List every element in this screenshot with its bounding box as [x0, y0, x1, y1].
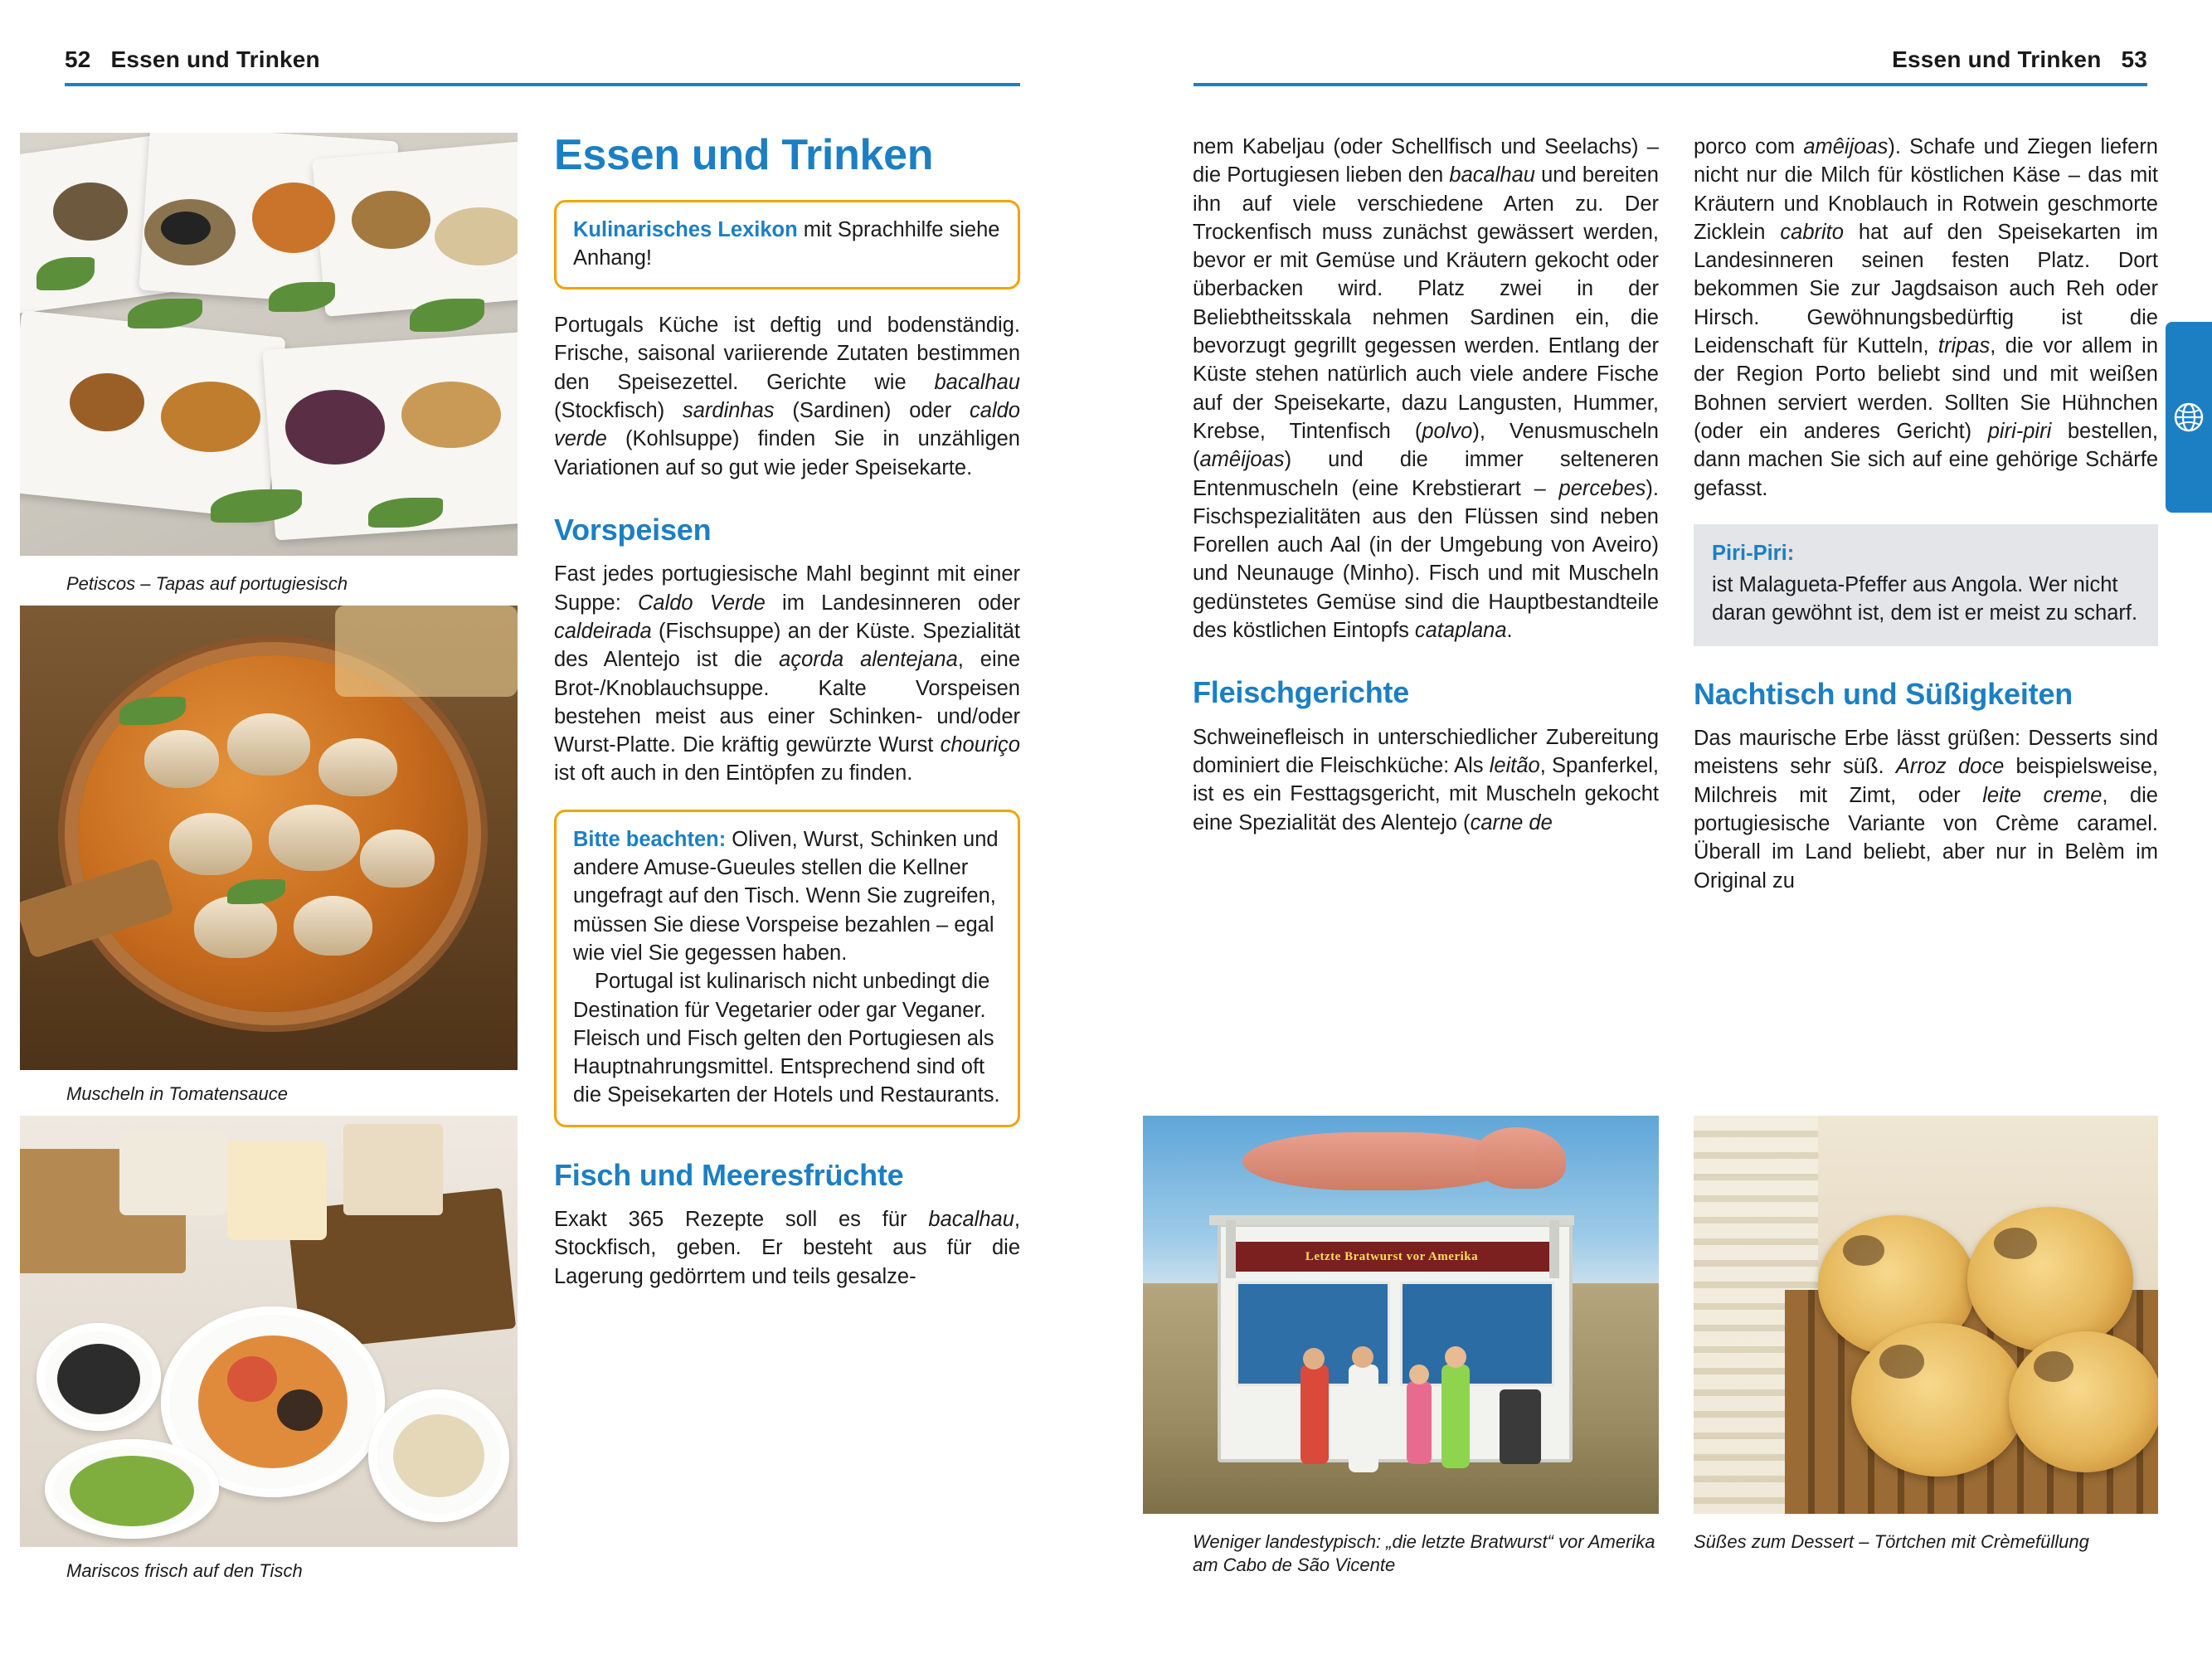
graybox-piri-piri: [1694, 524, 2158, 646]
heading-fisch: Fisch und Meeresfrüchte: [554, 1157, 904, 1192]
callout-beachten-p2: Portugal ist kulinarisch nicht unbedingt die Destination für Vegetarier oder gar Veganer. Fleisch und Fisch gelten den Portugiesen als Hauptnahrungsmittel. Entsprechend sind oft die Speisekarten der Hotels und Restaurants.: [573, 970, 1000, 1107]
photo-caption-bratwurst: Weniger landestypisch: „die letzte Bratwurst“ vor Amerika am Cabo de São Vicente: [1193, 1531, 1655, 1575]
column-text-2: [1193, 133, 1659, 837]
callout-beachten-p1: Oliven, Wurst, Schinken und andere Amuse-Gueules stellen die Kellner ungefragt auf den Tisch. Wenn Sie zugreifen, müssen Sie diese Vorspeise bezahlen – egal wie viel Sie gegessen haben.: [573, 827, 999, 965]
fleisch-paragraph-col4: porco com amêijoas). Schafe und Ziegen liefern nicht nur die Milch für köstlichen Käse – das mit Kräutern und Knoblauch in Rotwein geschmorte Zicklein cabrito hat auf den Speisekarten im Landesinneren seinen festen Platz. Dort bekommen Sie zur Jagdsaison auch Reh oder Hirsch. Gewöhnungsbedürftig ist die Leidenschaft für Kutteln, tripas, die vor allem in der Region Porto beliebt sind und mit weißen Bohnen serviert werden. Sollten Sie Hühnchen (oder ein anderes Gericht) piri-piri bestellen, dann machen Sie sich auf eine gehörige Schärfe gefasst.: [1694, 135, 2158, 500]
article-title: Essen und Trinken: [554, 131, 934, 179]
callout-bitte-beachten: [554, 810, 1020, 1127]
globe-icon: [2172, 401, 2205, 434]
photo-muscheln: [20, 606, 518, 1070]
fisch-paragraph-col3: nem Kabeljau (oder Schellfisch und Seelachs) – die Portugiesen lieben den bacalhau und bereiten ihn auf viele verschiedene Arten zu. Der Trockenfisch muss zunächst gewässert werden, bevor er mit Gemüse und Kräutern gekocht oder überbacken wird. Platz zwei in der Beliebtheitsskala nehmen Sardinen ein, die bevorzugt gegrillt gegessen werden. Entlang der Küste stehen natürlich auch viele andere Fische auf der Speisekarte, dazu Langusten, Hummer, Krebse, Tintenfisch (polvo), Venusmuscheln (amêijoas) und die immer selteneren Entenmuscheln (eine Krebstierart – percebes). Fischspezialitäten aus den Flüssen sind neben Forellen auch Aal (in der Umgebung von Aveiro) und Neunauge (Minho). Fisch und mit Muscheln gedünstetes Gemüse sind die Hauptbestandteile des köstlichen Eintopfs cataplana.: [1193, 135, 1659, 643]
callout-beachten-lead: Bitte beachten:: [573, 827, 727, 851]
callout-body: mit Sprachhilfe siehe Anhang!: [573, 217, 1000, 270]
photo-caption-muscheln: Muscheln in Tomatensauce: [66, 1083, 289, 1104]
callout-kulinarisches-lexikon: [554, 200, 1020, 290]
vorspeisen-paragraph: Fast jedes portugiesische Mahl beginnt mit einer Suppe: Caldo Verde im Landesinneren oder caldeirada (Fischsuppe) an der Küste. Spezialität des Alentejo ist die açorda alentejana, eine Brot-/Knoblauchsuppe. Kalte Vorspeisen bestehen meist aus einer Schinken- und/oder Wurst-Platte. Die kräftig gewürzte Wurst chouriço ist oft auch in den Eintöpfen zu finden.: [554, 562, 1021, 786]
photo-pasteis: [1694, 1116, 2158, 1514]
nachtisch-paragraph: Das maurische Erbe lässt grüßen: Desserts sind meistens sehr süß. Arroz doce beispielsweise, Milchreis mit Zimt, oder leite creme, die portugiesische Variante von Crème caramel. Überall im Land beliebt, aber nur in Belèm im Original zu: [1694, 727, 2159, 893]
photo-caption-mariscos: Mariscos frisch auf den Tisch: [66, 1560, 303, 1581]
fisch-paragraph-col2: Exakt 365 Rezepte soll es für bacalhau, Stockfisch, geben. Er besteht aus für die Lagerung gedörrtem und teils gesalze-: [554, 1208, 1020, 1288]
running-head-left: [65, 46, 320, 73]
photo-bratwurst-truck: [1143, 1116, 1659, 1514]
page-number-right: 53: [2121, 46, 2147, 72]
running-head-left-label: Essen und Trinken: [110, 46, 320, 72]
graybox-lead: Piri-Piri:: [1712, 541, 1795, 565]
photo-petiscos: [20, 133, 518, 556]
photo-mariscos: [20, 1116, 518, 1547]
section-tab[interactable]: [2166, 322, 2212, 513]
heading-fleischgerichte: Fleischgerichte: [1193, 675, 1410, 710]
header-rule-right: [1194, 83, 2147, 86]
photo-caption-petiscos: Petiscos – Tapas auf portugiesisch: [66, 573, 348, 594]
heading-vorspeisen: Vorspeisen: [554, 512, 712, 547]
page-number-left: 52: [65, 46, 91, 72]
column-text-3: [1694, 133, 2158, 895]
intro-paragraph: Portugals Küche ist deftig und bodenständig. Frische, saisonal variierende Zutaten bestimmen den Speisezettel. Gerichte wie bacalhau (Stockfisch) sardinhas (Sardinen) oder caldo verde (Kohlsuppe) finden Sie in unzähligen Variationen auf so gut wie jeder Speisekarte.: [554, 314, 1020, 479]
heading-nachtisch: Nachtisch und Süßigkeiten: [1694, 676, 2073, 711]
header-rule-left: [65, 83, 1020, 86]
fleisch-paragraph-col3: Schweinefleisch in unterschiedlicher Zubereitung dominiert die Fleischküche: Als leitão, Spanferkel, ist es ein Festtagsgericht, mit Muscheln gekocht eine Spezialität des Alentejo (carne de: [1193, 725, 1659, 834]
running-head-right: [1892, 46, 2147, 73]
photo-caption-pasteis: Süßes zum Dessert – Törtchen mit Crèmefüllung: [1694, 1531, 2089, 1552]
column-text-1: [554, 133, 1020, 1291]
callout-lead: Kulinarisches Lexikon: [573, 217, 798, 241]
graybox-body: ist Malagueta-Pfeffer aus Angola. Wer nicht daran gewöhnt ist, dem ist er meist zu scharf.: [1712, 573, 2138, 625]
running-head-right-label: Essen und Trinken: [1892, 46, 2102, 72]
truck-banner: Letzte Bratwurst vor Amerika: [1232, 1242, 1551, 1272]
